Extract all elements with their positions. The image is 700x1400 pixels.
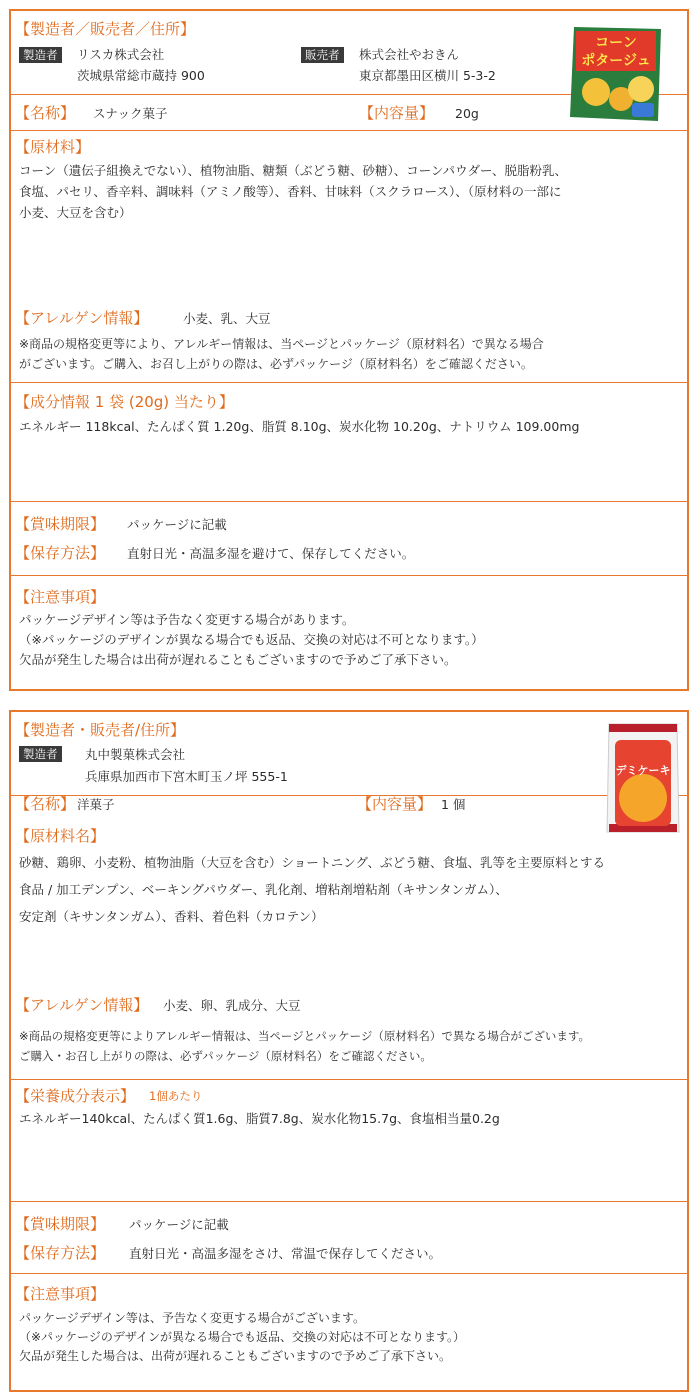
storage-title: 【保存方法】 — [15, 544, 106, 562]
ingredients-line: 食塩、パセリ、香辛料、調味料（アミノ酸等）、香料、甘味料（スクラロース）、（原材料の一部に — [19, 184, 562, 199]
expiry-storage-section — [11, 1202, 687, 1274]
allergen-note-line: ※商品の規格変更等により、アレルギー情報は、当ページとパッケージ（原材料名）で異なる場合 — [19, 337, 544, 351]
ingredients-line: 安定剤（キサンタンガム）、香料、着色料（カロテン） — [19, 909, 324, 924]
maker-name: 丸中製菓株式会社 — [85, 747, 186, 762]
caution-line: パッケージデザイン等は予告なく変更する場合があります。 — [19, 612, 355, 627]
caution-title: 【注意事項】 — [15, 588, 106, 606]
caution-line: 欠品が発生した場合は出荷が遅れることもございますので予めご了承下さい。 — [19, 652, 457, 667]
storage-title: 【保存方法】 — [15, 1244, 106, 1262]
caution-section — [11, 576, 687, 689]
expiry-value: パッケージに記載 — [129, 1217, 229, 1232]
nutrition-title: 【成分情報 1 袋 (20g) 当たり】 — [15, 393, 234, 411]
caution-title: 【注意事項】 — [15, 1285, 106, 1303]
ingredients-line: 食品 / 加工デンプン、ベーキングパウダー、乳化剤、増粘剤増粘剤（キサンタンガム）、 — [19, 882, 508, 897]
nutrition-title: 【栄養成分表示】 — [15, 1087, 136, 1105]
name-value: 洋菓子 — [77, 797, 115, 812]
seller-tag: 販売者 — [301, 47, 344, 63]
section-title: 【製造者・販売者/住所】 — [15, 721, 186, 739]
expiry-title: 【賞味期限】 — [15, 515, 106, 533]
content-value: 20g — [455, 106, 479, 121]
maker-address: 茨城県常総市蔵持 900 — [77, 68, 205, 83]
package-title-line-2: ポタージュ — [581, 53, 651, 69]
maker-tag: 製造者 — [19, 746, 62, 762]
storage-value: 直射日光・高温多湿を避けて、保存してください。 — [127, 546, 415, 561]
ingredients-title: 【原材料】 — [15, 138, 91, 156]
expiry-storage-section — [11, 502, 687, 576]
product-info-card-demi-cake — [9, 710, 689, 1392]
content-value: 1 個 — [441, 797, 466, 812]
seller-address: 東京都墨田区横川 5-3-2 — [359, 68, 496, 83]
maker-seller-section — [11, 11, 687, 95]
nutrition-section — [11, 383, 687, 502]
package-title: デミケーキ — [615, 764, 671, 777]
ingredients-title: 【原材料名】 — [15, 827, 106, 845]
maker-address: 兵庫県加西市下宮木町玉ノ坪 555-1 — [85, 769, 288, 784]
section-title: 【製造者／販売者／住所】 — [15, 20, 196, 38]
expiry-title: 【賞味期限】 — [15, 1215, 106, 1233]
allergen-title: 【アレルゲン情報】 — [15, 309, 149, 327]
maker-tag: 製造者 — [19, 47, 62, 63]
allergen-note-line: ※商品の規格変更等によりアレルギー情報は、当ページとパッケージ（原材料名）で異なる場合がございます。 — [19, 1029, 591, 1043]
name-title: 【名称】 — [15, 795, 76, 813]
caution-line: （※パッケージのデザインが異なる場合でも返品、交換の対応は不可となります。） — [19, 1330, 466, 1344]
allergen-title: 【アレルゲン情報】 — [15, 996, 149, 1014]
nutrition-value: エネルギー140kcal、たんぱく質1.6g、脂質7.8g、炭水化物15.7g、食塩相当量0.2g — [19, 1111, 500, 1126]
nutrition-subtitle: 1個あたり — [149, 1089, 203, 1103]
maker-section — [11, 712, 687, 796]
storage-value: 直射日光・高温多湿をさけ、常温で保存してください。 — [129, 1246, 442, 1261]
name-title: 【名称】 — [15, 104, 76, 122]
allergen-note-line: ご購入・お召し上がりの際は、必ずパッケージ（原材料名）をご確認ください。 — [19, 1049, 432, 1063]
content-title: 【内容量】 — [357, 795, 433, 813]
nutrition-value: エネルギー 118kcal、たんぱく質 1.20g、脂質 8.10g、炭水化物 10.20g、ナトリウム 109.00mg — [19, 419, 580, 434]
caution-line: パッケージデザイン等は、予告なく変更する場合がございます。 — [19, 1311, 365, 1325]
caution-line: （※パッケージのデザインが異なる場合でも返品、交換の対応は不可となります。） — [19, 632, 484, 647]
ingredients-line: コーン（遺伝子組換えでない）、植物油脂、糖類（ぶどう糖、砂糖）、コーンパウダー、脱脂粉乳、 — [19, 163, 568, 178]
expiry-value: パッケージに記載 — [127, 517, 227, 532]
content-title: 【内容量】 — [359, 104, 435, 122]
seller-name: 株式会社やおきん — [359, 47, 460, 62]
caution-line: 欠品が発生した場合は、出荷が遅れることもございますので予めご了承下さい。 — [19, 1349, 452, 1363]
name-content-section — [11, 95, 687, 131]
allergen-note-line: がございます。ご購入、お召し上がりの際は、必ずパッケージ（原材料名）をご確認ください。 — [19, 357, 533, 371]
product-info-card-corn-potage — [9, 9, 689, 691]
ingredients-allergen-section — [11, 131, 687, 383]
ingredients-line: 小麦、大豆を含む） — [19, 205, 132, 220]
ingredients-line: 砂糖、鶏卵、小麦粉、植物油脂（大豆を含む）ショートニング、ぶどう糖、食塩、乳等を主要原料とする — [19, 855, 606, 870]
allergen-value: 小麦、乳、大豆 — [183, 311, 271, 326]
nutrition-section — [11, 1080, 687, 1202]
allergen-value: 小麦、卵、乳成分、大豆 — [163, 998, 301, 1013]
package-title-line-1: コーン — [595, 35, 637, 51]
name-value: スナック菓子 — [93, 106, 168, 121]
maker-name: リスカ株式会社 — [77, 47, 165, 62]
caution-section — [11, 1274, 687, 1390]
ingredients-allergen-section — [11, 796, 687, 1080]
